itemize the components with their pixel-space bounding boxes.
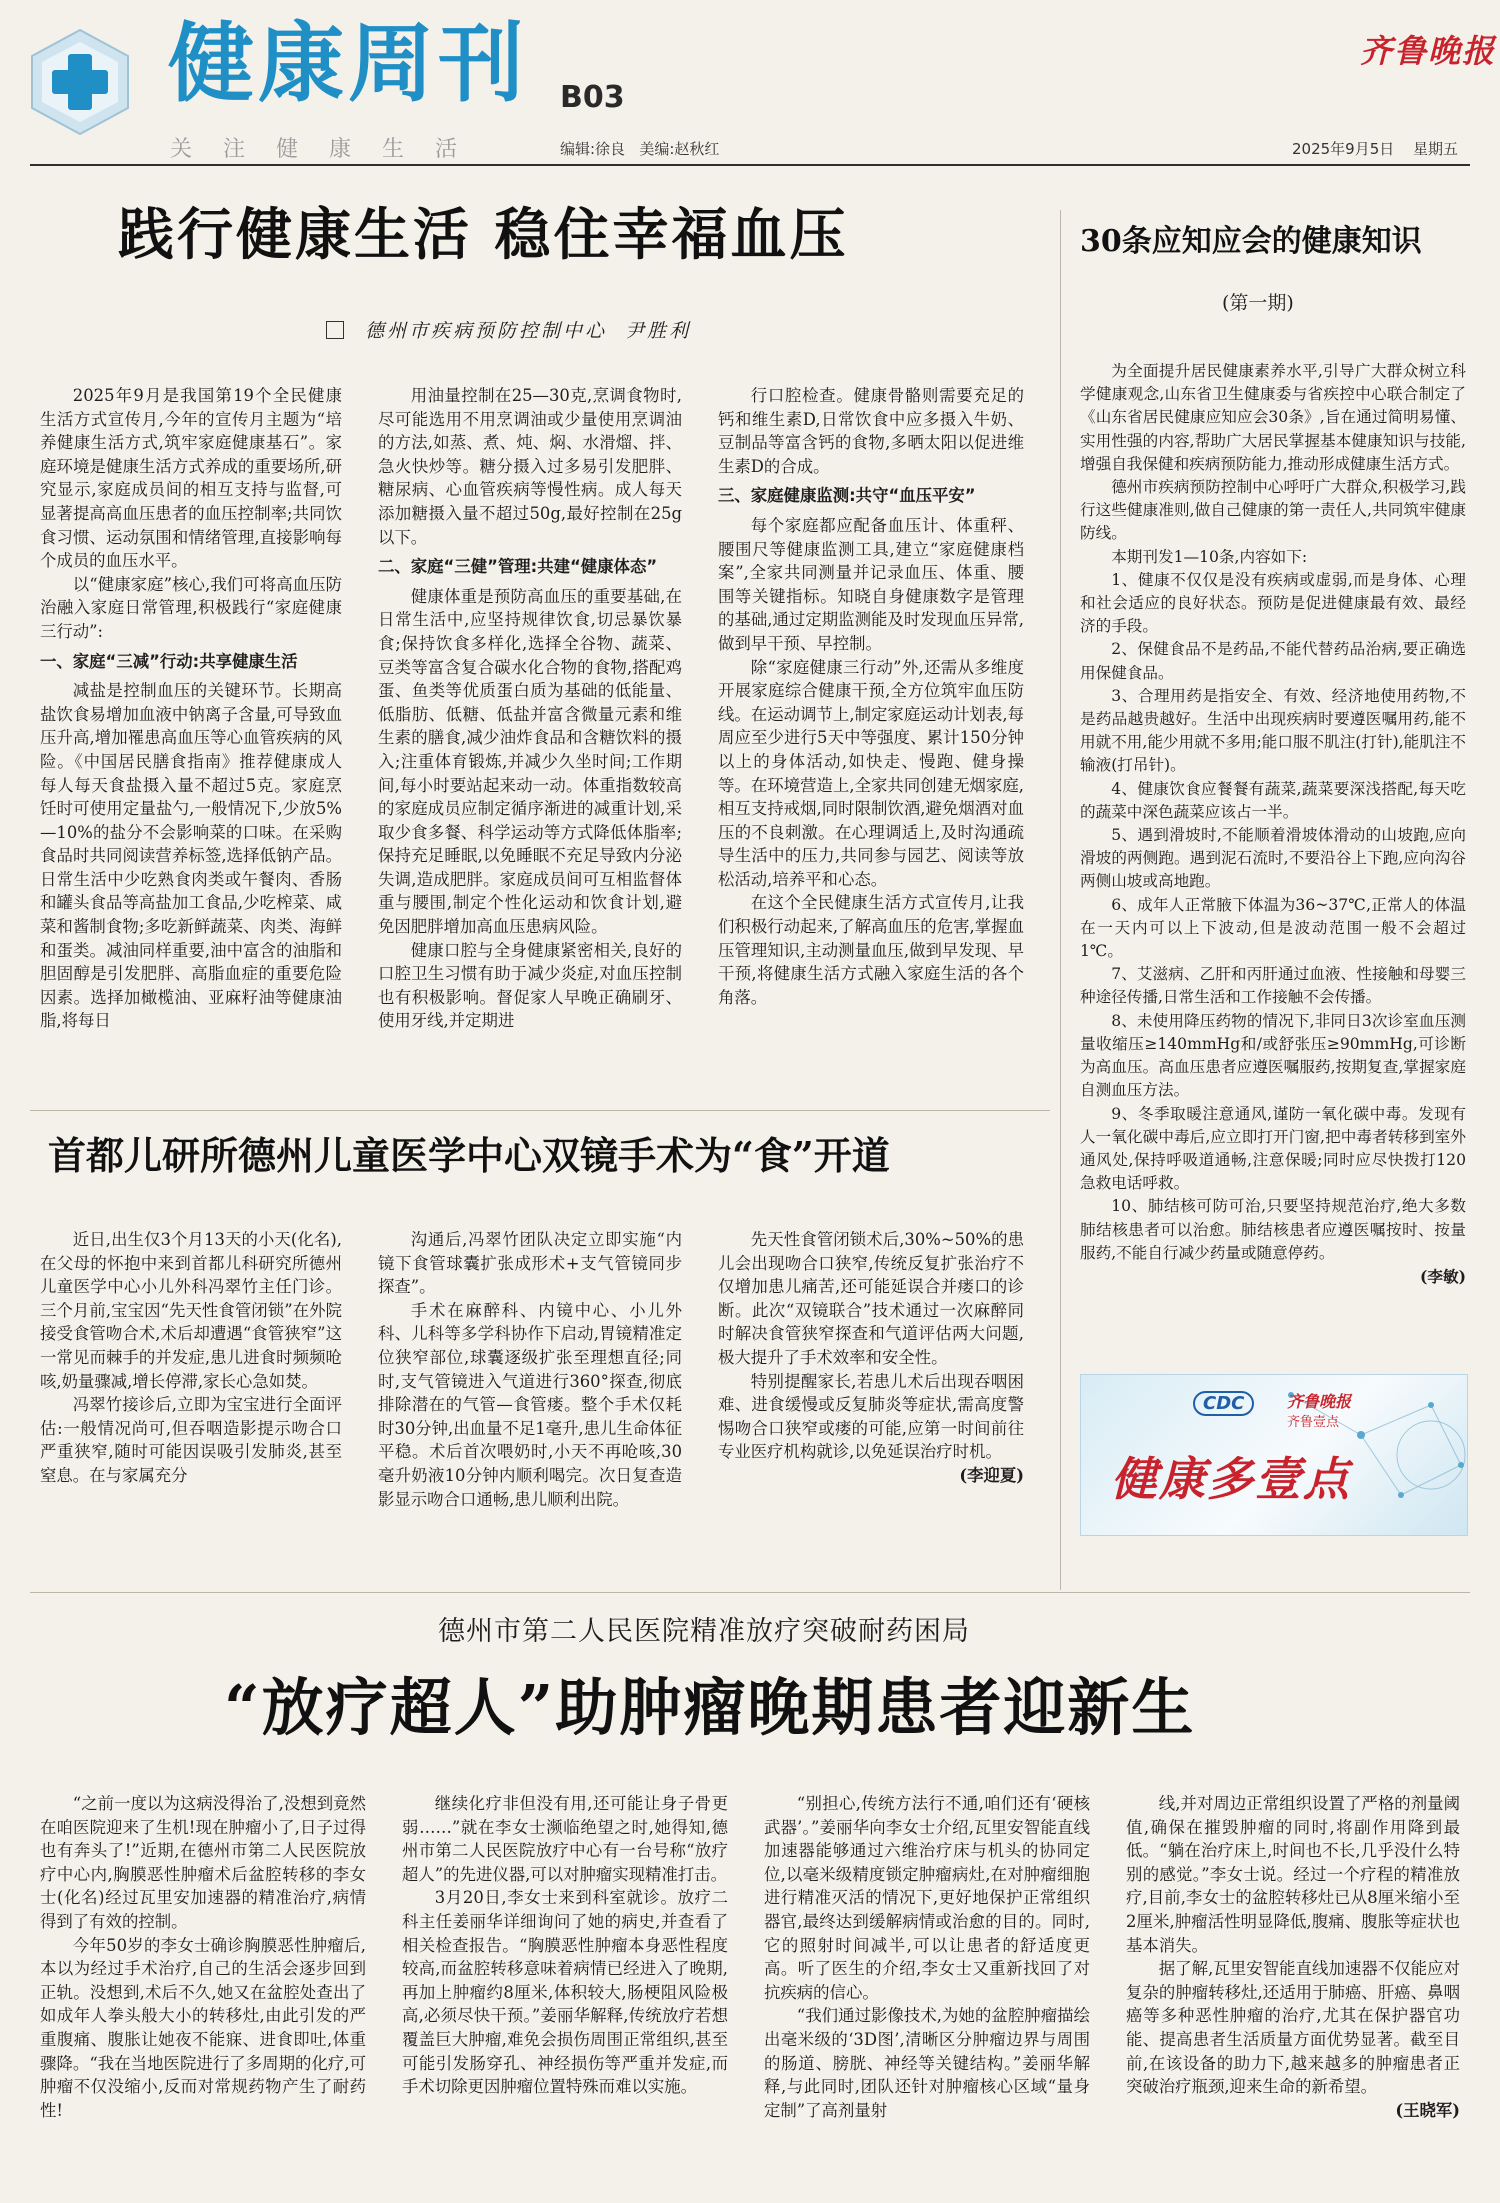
- paragraph: 除“家庭健康三行动”外,还需从多维度开展家庭综合健康干预,全方位筑牢血压防线。在运动调节上,制定家庭运动计划表,每周应至少进行5天中等强度、累计150分钟以上的身体活动,如快走、慢跑、健身操等。在环境营造上,全家共同创建无烟家庭,相互支持戒烟,同时限制饮酒,避免烟酒对血压的不良刺激。在心理调适上,及时沟通疏导生活中的压力,共同参与园艺、阅读等放松活动,培养平和心态。: [718, 657, 1024, 889]
- promo-app-logo: 齐鲁壹点: [1287, 1415, 1340, 1430]
- slogan: 关 注 健 康 生 活: [170, 137, 469, 162]
- paragraph: 2025年9月是我国第19个全民健康生活方式宣传月,今年的宣传月主题为“培养健康生活方式,筑牢家庭健康基石”。家庭环境是健康生活方式养成的重要场所,研究显示,家庭成员间的相互支持与监督,可显著提高高血压患者的血压控制率;共同饮食习惯、运动氛围和情绪管理,直接影响每个成员的血压水平。: [40, 386, 342, 571]
- sidebar-title: 30条应知应会的健康知识: [1080, 224, 1422, 259]
- masthead-rule: [30, 164, 1470, 166]
- article2-column-1: [40, 1228, 342, 1578]
- paragraph: 健康口腔与全身健康紧密相关,良好的口腔卫生习惯有助于减少炎症,对血压控制也有积极影响。督促家人早晚正确刷牙、使用牙线,并定期进: [378, 940, 682, 1031]
- paragraph: 线,并对周边正常组织设置了严格的剂量阈值,确保在摧毁肿瘤的同时,将副作用降到最低。“躺在治疗床上,时间也不长,几乎没什么特别的感觉。”李女士说。经过一个疗程的精准放疗,目前,李女士的盆腔转移灶已从8厘米缩小至2厘米,肿瘤活性明显降低,腹痛、腹胀等症状也基本消失。: [1126, 1794, 1460, 1955]
- article-family-health: [0, 170, 1080, 1110]
- masthead: [0, 0, 1500, 170]
- article-radiotherapy: [0, 1592, 1500, 2203]
- list-item: 7、艾滋病、乙肝和丙肝通过血液、性接触和母婴三种途径传播,日常生活和工作接触不会传播。: [1080, 965, 1466, 1007]
- signature: (王晓军): [1395, 2100, 1460, 2120]
- article3-column-1: [40, 1792, 366, 2192]
- paragraph: 冯翠竹接诊后,立即为宝宝进行全面评估:一般情况尚可,但吞咽造影提示吻合口严重狭窄,随时可能因误吸引发肺炎,甚至窒息。在与家属充分: [40, 1395, 342, 1485]
- newspaper-logo: 齐鲁晚报: [1360, 32, 1497, 70]
- promo-banner-text: 健康多壹点: [1111, 1452, 1351, 1506]
- medical-cross-icon: [24, 26, 136, 138]
- paragraph: 健康体重是预防高血压的重要基础,在日常生活中,应坚持规律饮食,切忌暴饮暴食;保持饮食多样化,选择全谷物、蔬菜、豆类等富含复合碳水化合物的食物,搭配鸡蛋、鱼类等优质蛋白质为基础的低能量、低脂肪、低糖、低盐并富含微量元素和维生素的膳食,减少油炸食品和含糖饮料的摄入;注重体育锻炼,并减少久坐时间;工作期间,每小时要站起来动一动。体重指数较高的家庭成员应制定循序渐进的减重计划,采取少食多餐、科学运动等方式降低体脂率;保持充足睡眠,以免睡眠不充足导致内分泌失调,造成肥胖。家庭成员间可互相监督体重与腰围,制定个性化运动和饮食计划,避免因肥胖增加高血压患病风险。: [378, 586, 682, 937]
- subheading: 三、家庭健康监测:共守“血压平安”: [718, 486, 976, 506]
- paragraph: 近日,出生仅3个月13天的小天(化名),在父母的怀抱中来到首都儿科研究所德州儿童医学中心小儿外科冯翠竹主任门诊。三个月前,宝宝因“先天性食管闭锁”在外院接受食管吻合术,术后却遭遇“食管狭窄”这一常见而棘手的并发症,患儿进食时频频呛咳,奶量骤减,增长停滞,家长心急如焚。: [40, 1230, 342, 1391]
- promo-banner: [1080, 1374, 1468, 1536]
- paragraph: 沟通后,冯翠竹团队决定立即实施“内镜下食管球囊扩张成形术+支气管镜同步探查”。: [378, 1230, 682, 1297]
- article1-column-2: [378, 384, 682, 1084]
- list-item: 5、遇到滑坡时,不能顺着滑坡体滑动的山坡跑,应向滑坡的两侧跑。遇到泥石流时,不要沿谷上下跑,应向沟谷两侧山坡或高地跑。: [1080, 826, 1466, 891]
- paragraph: 行口腔检查。健康骨骼则需要充足的钙和维生素D,日常饮食中应多摄入牛奶、豆制品等富含钙的食物,多晒太阳以促进维生素D的合成。: [718, 386, 1024, 476]
- signature: (李敏): [1420, 1266, 1466, 1286]
- paragraph: 减盐是控制血压的关键环节。长期高盐饮食易增加血液中钠离子含量,可导致血压升高,增加罹患高血压等心血管疾病的风险。《中国居民膳食指南》推荐健康成人每人每天食盐摄入量不超过5克。家庭烹饪时可使用定量盐勺,一般情况下,少放5%—10%的盐分不会影响菜的口味。在采购食品时共同阅读营养标签,选择低钠产品。日常生活中少吃熟食肉类或午餐肉、香肠和罐头食品等高盐加工食品,少吃榨菜、咸菜和酱制食物;多吃新鲜蔬菜、肉类、海鲜和蛋类。减油同样重要,油中富含的油脂和胆固醇是引发肥胖、高脂血症的重要危险因素。选择加橄榄油、亚麻籽油等健康油脂,将每日: [40, 681, 342, 1031]
- paragraph: 在这个全民健康生活方式宣传月,让我们积极行动起来,了解高血压的危害,掌握血压管理知识,主动测量血压,做到早发现、早干预,将健康生活方式融入家庭生活的各个角落。: [718, 893, 1024, 1007]
- paragraph: “我们通过影像技术,为她的盆腔肿瘤描绘出毫米级的‘3D图’,清晰区分肿瘤边界与周围的肠道、膀胱、神经等关键结构。”姜丽华解释,与此同时,团队还针对肿瘤核心区域“量身定制”了高剂量射: [764, 2006, 1090, 2120]
- subheading: 一、家庭“三减”行动:共享健康生活: [40, 651, 298, 671]
- cdc-logo: CDC: [1193, 1391, 1254, 1416]
- article3-kicker: 德州市第二人民医院精准放疗突破耐药困局: [438, 1616, 970, 1647]
- paragraph: “之前一度以为这病没得治了,没想到竟然在咱医院迎来了生机!现在肿瘤小了,日子过得也有奔头了!”近期,在德州市第二人民医院放疗中心内,胸膜恶性肿瘤术后盆腔转移的李女士(化名)经过瓦里安加速器的精准治疗,病情得到了有效的控制。: [40, 1794, 366, 1931]
- article3-title: “放疗超人”助肿瘤晚期患者迎新生: [224, 1671, 1196, 1744]
- paragraph: 继续化疗非但没有用,还可能让身子骨更弱……”就在李女士濒临绝望之时,她得知,德州市第二人民医院放疗中心有一台号称“放疗超人”的先进仪器,可以对肿瘤实现精准打击。: [402, 1794, 728, 1884]
- paragraph: 用油量控制在25—30克,烹调食物时,尽可能选用不用烹调油或少量使用烹调油的方法,如蒸、煮、炖、焖、水滑熘、拌、急火快炒等。糖分摄入过多易引发肥胖、糖尿病、心血管疾病等慢性病。成人每天添加糖摄入量不超过50g,最好控制在25g以下。: [378, 386, 682, 547]
- article1-title: 践行健康生活 稳住幸福血压: [118, 202, 849, 268]
- article3-column-4: [1126, 1792, 1460, 2192]
- issue-date: [1292, 138, 1458, 159]
- byline-box-icon: [326, 321, 344, 339]
- article1-byline: [326, 316, 691, 343]
- list-item: 6、成年人正常腋下体温为36~37℃,正常人的体温在一天内可以上下波动,但是波动范围一般不会超过1℃。: [1080, 895, 1466, 961]
- paragraph: 手术在麻醉科、内镜中心、小儿外科、儿科等多学科协作下启动,胃镜精准定位狭窄部位,球囊逐级扩张至理想直径;同时,支气管镜进入气道进行360°探查,彻底排除潜在的气管—食管瘘。整个手术仅耗时30分钟,出血量不足1毫升,患儿生命体征平稳。术后首次喂奶时,小天不再呛咳,30毫升奶液10分钟内顺利喝完。次日复查造影显示吻合口通畅,患儿顺利出院。: [378, 1300, 682, 1509]
- sidebar-body: [1080, 360, 1466, 1510]
- list-item: 1、健康不仅仅是没有疾病或虚弱,而是身体、心理和社会适应的良好状态。预防是促进健康最有效、最经济的手段。: [1080, 570, 1466, 636]
- paragraph: 每个家庭都应配备血压计、体重秤、腰围尺等健康监测工具,建立“家庭健康档案”,全家共同测量并记录血压、体重、腰围等关键指标。知晓自身健康数字是管理的基础,通过定期监测能及时发现血压异常,做到早干预、早控制。: [718, 515, 1024, 653]
- date-text: 2025年9月5日: [1292, 140, 1395, 158]
- editors-line: 编辑:徐良 美编:赵秋红: [560, 140, 720, 158]
- weekday-text: 星期五: [1413, 140, 1459, 158]
- article3-column-2: [402, 1792, 728, 2192]
- paragraph: “别担心,传统方法行不通,咱们还有‘硬核武器’。”姜丽华向李女士介绍,瓦里安智能直线加速器能够通过六维治疗床与机头的协同定位,以毫米级精度锁定肿瘤病灶,在对肿瘤细胞进行精准灭活的情况下,更好地保护正常组织器官,最终达到缓解病情或治愈的目的。同时,它的照射时间减半,可以让患者的舒适度更高。听了医生的介绍,李女士又重新找回了对抗疾病的信心。: [764, 1794, 1090, 2002]
- section-title: 健康周刊: [168, 13, 528, 114]
- list-item: 8、未使用降压药物的情况下,非同日3次诊室血压测量收缩压≥140mmHg和/或舒张压≥90mmHg,可诊断为高血压。高血压患者应遵医嘱服药,按期复查,掌握家庭自测血压方法。: [1080, 1011, 1466, 1100]
- paragraph: 本期刊发1—10条,内容如下:: [1111, 547, 1308, 566]
- paragraph: 今年50岁的李女士确诊胸膜恶性肿瘤后,本以为经过手术治疗,自己的生活会逐步回到正轨。没想到,术后不久,她又在盆腔处查出了如成年人拳头般大小的转移灶,由此引发的严重腹痛、腹胀让她夜不能寐、进食即吐,体重骤降。“我在当地医院进行了多周期的化疗,可肿瘤不仅没缩小,反而对常规药物产生了耐药性!: [40, 1935, 366, 2120]
- subheading: 二、家庭“三健”管理:共建“健康体态”: [378, 557, 658, 577]
- signature: (李迎夏): [959, 1465, 1024, 1485]
- paragraph: 为全面提升居民健康素养水平,引导广大群众树立科学健康观念,山东省卫生健康委与省疾控中心联合制定了《山东省居民健康应知应会30条》,旨在通过简明易懂、实用性强的内容,帮助广大居民掌握基本健康知识与技能,增强自我保健和疾病预防能力,推动形成健康生活方式。: [1080, 362, 1466, 473]
- sidebar-period: (第一期): [1222, 292, 1294, 314]
- article3-column-3: [764, 1792, 1090, 2192]
- medical-cross-logo: [24, 26, 136, 138]
- promo-paper-logo: 齐鲁晚报: [1287, 1392, 1352, 1411]
- paragraph: 德州市疾病预防控制中心呼吁广大群众,积极学习,践行这些健康准则,做自己健康的第一责任人,共同筑牢健康防线。: [1080, 478, 1466, 543]
- list-item: 9、冬季取暖注意通风,谨防一氧化碳中毒。发现有人一氧化碳中毒后,应立即打开门窗,把中毒者转移到室外通风处,保持呼吸道通畅,注意保暖;同时应尽快拨打120急救电话呼救。: [1080, 1104, 1466, 1193]
- article2-column-2: [378, 1228, 682, 1578]
- sidebar-divider: [1060, 210, 1061, 1590]
- paragraph: 据了解,瓦里安智能直线加速器不仅能应对复杂的肿瘤转移灶,还适用于肺癌、肝癌、鼻咽癌等多种恶性肿瘤的治疗,尤其在保护器官功能、提高患者生活质量方面优势显著。截至目前,在该设备的助力下,越来越多的肿瘤患者正突破治疗瓶颈,迎来生命的新希望。: [1126, 1959, 1460, 2097]
- article1-column-3: [718, 384, 1024, 1084]
- article-dual-scope-surgery: [0, 1110, 1060, 1600]
- health-knowledge-sidebar: [1072, 170, 1472, 1590]
- article2-title: 首都儿研所德州儿童医学中心双镜手术为“食”开道: [48, 1133, 890, 1178]
- paragraph: 以“健康家庭”核心,我们可将高血压防治融入家庭日常管理,积极践行“家庭健康三行动”:: [40, 574, 342, 641]
- paragraph: 特别提醒家长,若患儿术后出现吞咽困难、进食缓慢或反复肺炎等症状,需高度警惕吻合口狭窄或瘘的可能,应第一时间前往专业医疗机构就诊,以免延误治疗时机。: [718, 1371, 1024, 1462]
- list-item: 10、肺结核可防可治,只要坚持规范治疗,绝大多数肺结核患者可以治愈。肺结核患者应遵医嘱按时、按量服药,不能自行减少药量或随意停药。: [1080, 1197, 1466, 1262]
- paragraph: 先天性食管闭锁术后,30%~50%的患儿会出现吻合口狭窄,传统反复扩张治疗不仅增加患儿痛苦,还可能延误合并瘘口的诊断。此次“双镜联合”技术通过一次麻醉同时解决食管狭窄探查和气道评估两大问题,极大提升了手术效率和安全性。: [718, 1230, 1024, 1367]
- list-item: 2、保健食品不是药品,不能代替药品治病,要正确选用保健食品。: [1080, 640, 1466, 682]
- article1-column-1: [40, 384, 342, 1084]
- list-item: 3、合理用药是指安全、有效、经济地使用药物,不是药品越贵越好。生活中出现疾病时要遵医嘱用药,能不用就不用,能少用就不多用;能口服不肌注(打针),能肌注不输液(打吊针)。: [1080, 686, 1466, 775]
- page-code: B03: [560, 80, 625, 115]
- paragraph: 3月20日,李女士来到科室就诊。放疗二科主任姜丽华详细询问了她的病史,并查看了相关检查报告。“胸膜恶性肿瘤本身恶性程度较高,而盆腔转移意味着病情已经进入了晚期,再加上肿瘤约8厘米,体积较大,肠梗阻风险极高,必须尽快干预。”姜丽华解释,传统放疗若想覆盖巨大肿瘤,难免会损伤周围正常组织,甚至可能引发肠穿孔、神经损伤等严重并发症,而手术切除更因肿瘤位置特殊而难以实施。: [402, 1888, 728, 2097]
- byline-text: 德州市疾病预防控制中心 尹胜利: [365, 320, 692, 342]
- list-item: 4、健康饮食应餐餐有蔬菜,蔬菜要深浅搭配,每天吃的蔬菜中深色蔬菜应该占一半。: [1080, 779, 1466, 821]
- article2-column-3: [718, 1228, 1024, 1578]
